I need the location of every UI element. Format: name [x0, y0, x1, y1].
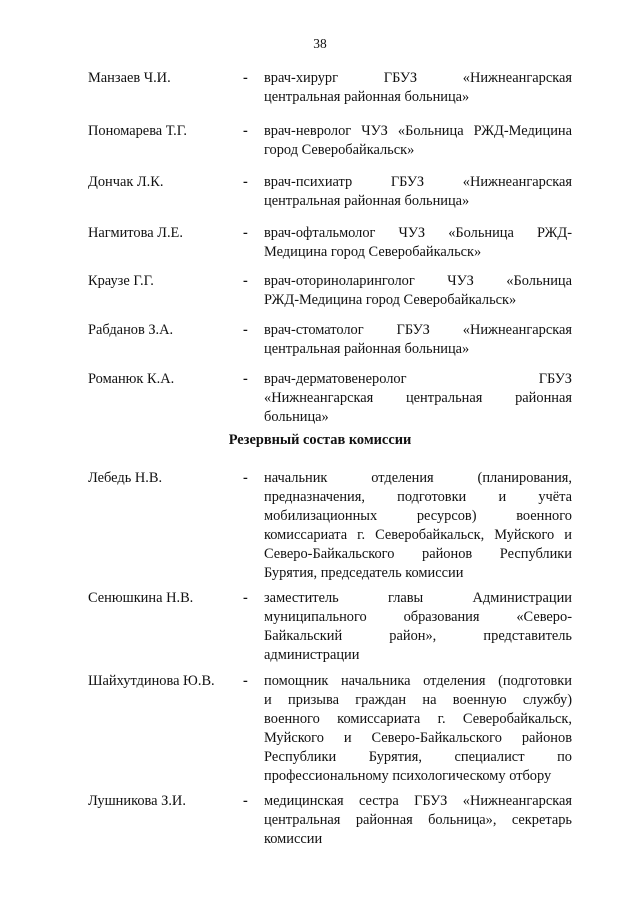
member-name: Лебедь Н.В.: [88, 470, 163, 486]
role-line: Северо-Байкальского районов Республики: [264, 546, 572, 562]
member-name: Шайхутдинова Ю.В.: [88, 673, 215, 689]
role-line: больница»: [264, 409, 329, 425]
role-line: центральная районная больница»: [264, 341, 470, 357]
member-name: Рабданов З.А.: [88, 322, 174, 338]
role-line: врач-дерматовенеролог ГБУЗ: [264, 371, 572, 387]
role-line: военного комиссариата г. Северобайкальск,: [264, 711, 572, 727]
role-line: врач-хирург ГБУЗ «Нижнеангарская: [264, 70, 572, 86]
role-line: муниципального образования «Северо-: [264, 609, 572, 625]
role-line: помощник начальника отделения (подготовки: [264, 673, 572, 689]
role-line: «Нижнеангарская центральная районная: [264, 390, 572, 406]
dash: -: [243, 673, 248, 689]
role-line: центральная районная больница», секретарь: [264, 812, 572, 828]
member-role: [264, 370, 572, 427]
dash: -: [243, 793, 248, 809]
role-line: центральная районная больница»: [264, 89, 470, 105]
role-line: комиссариата г. Северобайкальск, Муйского и: [264, 527, 572, 543]
role-line: профессиональному психологическому отбору: [264, 768, 552, 784]
member-name: Манзаев Ч.И.: [88, 70, 171, 86]
role-line: начальник отделения (планирования,: [264, 470, 572, 486]
member-name: Краузе Г.Г.: [88, 273, 154, 289]
role-line: Республики Бурятия, специалист по: [264, 749, 572, 765]
page-number: 38: [313, 36, 327, 51]
role-line: врач-стоматолог ГБУЗ «Нижнеангарская: [264, 322, 572, 338]
role-line: медицинская сестра ГБУЗ «Нижнеангарская: [264, 793, 572, 809]
member-role: [264, 173, 572, 211]
role-line: Медицина город Северобайкальск»: [264, 244, 482, 260]
reserve-section-heading: Резервный состав комиссии: [228, 432, 412, 448]
dash: -: [243, 273, 248, 289]
member-name: Романюк К.А.: [88, 371, 175, 387]
role-line: РЖД-Медицина город Северобайкальск»: [264, 292, 517, 308]
role-line: предназначения, подготовки и учёта: [264, 489, 572, 505]
member-role: [264, 69, 572, 107]
member-role: [264, 469, 572, 583]
member-role: [264, 792, 572, 849]
role-line: Байкальский район», представитель: [264, 628, 572, 644]
member-role: [264, 122, 572, 160]
member-name: Пономарева Т.Г.: [88, 123, 188, 139]
member-name: Сенюшкина Н.В.: [88, 590, 194, 606]
role-line: врач-офтальмолог ЧУЗ «Больница РЖД-: [264, 225, 572, 241]
role-line: администрации: [264, 647, 360, 663]
member-name: Лушникова З.И.: [88, 793, 186, 809]
dash: -: [243, 322, 248, 338]
member-role: [264, 224, 572, 262]
role-line: заместитель главы Администрации: [264, 590, 572, 606]
role-line: и призыва граждан на военную службу): [264, 692, 572, 708]
member-role: [264, 321, 572, 359]
role-line: мобилизационных ресурсов) военного: [264, 508, 572, 524]
role-line: Муйского и Северо-Байкальского районов: [264, 730, 572, 746]
dash: -: [243, 590, 248, 606]
role-line: врач-оториноларинголог ЧУЗ «Больница: [264, 273, 572, 289]
dash: -: [243, 123, 248, 139]
dash: -: [243, 371, 248, 387]
dash: -: [243, 174, 248, 190]
dash: -: [243, 225, 248, 241]
dash: -: [243, 70, 248, 86]
member-role: [264, 272, 572, 310]
role-line: комиссии: [264, 831, 323, 847]
role-line: город Северобайкальск»: [264, 142, 415, 158]
role-line: врач-невролог ЧУЗ «Больница РЖД-Медицина: [264, 123, 572, 139]
member-name: Дончак Л.К.: [88, 174, 164, 190]
member-name: Нагмитова Л.Е.: [88, 225, 183, 241]
role-line: центральная районная больница»: [264, 193, 470, 209]
member-role: [264, 589, 572, 665]
dash: -: [243, 470, 248, 486]
role-line: врач-психиатр ГБУЗ «Нижнеангарская: [264, 174, 572, 190]
member-role: [264, 672, 572, 786]
role-line: Бурятия, председатель комиссии: [264, 565, 464, 581]
